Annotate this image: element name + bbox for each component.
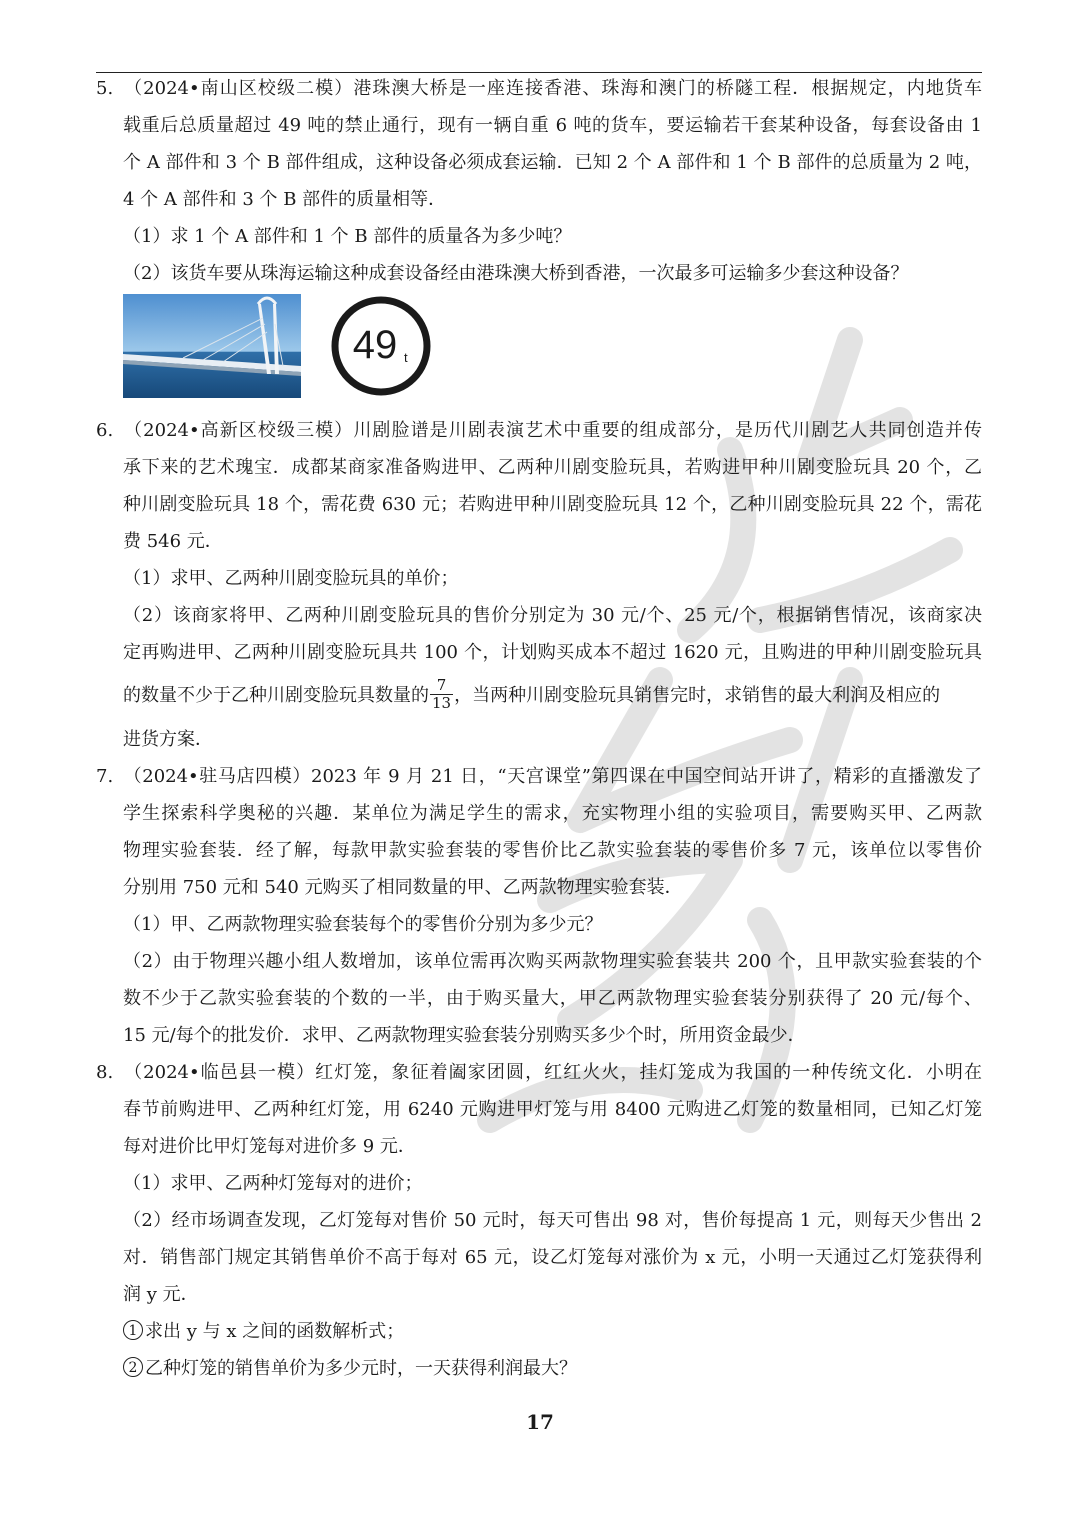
sub-question-2-line: 的数量不少于乙种川剧变脸玩具数量的	[123, 685, 429, 706]
question-text-line: 载重后总质量超过 49 吨的禁止通行，现有一辆自重 6 吨的货车，要运输若干套某种设备，每套设备由 1	[123, 115, 982, 136]
sub-question-2-line: （2）该商家将甲、乙两种川剧变脸玩具的售价分别定为 30 元/个、25 元/个，根据销售情况，该商家决	[123, 605, 982, 626]
circled-number: 2	[123, 1357, 143, 1377]
sub-question-2-line: 定再购进甲、乙两种川剧变脸玩具共 100 个，计划购买成本不超过 1620 元，且购进的甲种川剧变脸玩具	[123, 642, 982, 663]
sub-question-1: （1）求 1 个 A 部件和 1 个 B 部件的质量各为多少吨？	[123, 226, 572, 247]
question-text-line: 物理实验套装．经了解，每款甲款实验套装的零售价比乙款实验套装的零售价多 7 元，该单位以零售价	[123, 840, 982, 861]
question-7	[96, 758, 982, 1054]
circled-number: 1	[123, 1320, 143, 1340]
fraction-numerator: 7	[430, 677, 453, 695]
question-8	[96, 1054, 982, 1387]
question-number: 7.	[96, 766, 114, 787]
question-text-line: 承下来的艺术瑰宝．成都某商家准备购进甲、乙两种川剧变脸玩具，若购进甲种川剧变脸玩具 20 个，乙	[123, 457, 982, 478]
question-text-line: （2024•高新区校级三模）川剧脸谱是川剧表演艺术中重要的组成部分，是历代川剧艺人共同创造并传	[123, 420, 982, 441]
question-number: 6.	[96, 420, 114, 441]
question-text-line: 每对进价比甲灯笼每对进价多 9 元．	[123, 1136, 416, 1157]
question-text-line: （2024•驻马店四模）2023 年 9 月 21 日，“天宫课堂”第四课在中国空间站开讲了，精彩的直播激发了	[123, 766, 982, 787]
sub-question-1: （1）甲、乙两款物理实验套装每个的零售价分别为多少元？	[123, 914, 603, 935]
question-text-line: 个 A 部件和 3 个 B 部件组成，这种设备必须成套运输．已知 2 个 A 部件和 1 个 B 部件的总质量为 2 吨，	[123, 152, 982, 173]
question-text-line: 春节前购进甲、乙两种红灯笼，用 6240 元购进甲灯笼与用 8400 元购进乙灯笼的数量相同，已知乙灯笼	[123, 1099, 982, 1120]
sub-question-1: （1）求甲、乙两种灯笼每对的进价；	[123, 1173, 423, 1194]
question-page	[96, 70, 982, 1387]
sub-item-2: 2 乙种灯笼的销售单价为多少元时，一天获得利润最大？	[96, 1350, 982, 1387]
page-number: 17	[526, 1410, 554, 1434]
question-text-line: 种川剧变脸玩具 18 个，需花费 630 元；若购进甲种川剧变脸玩具 12 个，乙种川剧变脸玩具 22 个，需花	[123, 494, 982, 515]
question-text-line: 分别用 750 元和 540 元购买了相同数量的甲、乙两款物理实验套装．	[123, 877, 683, 898]
fraction	[430, 677, 453, 712]
question-text-line: （2024•临邑县一模）红灯笼，象征着阖家团圆，红红火火，挂灯笼成为我国的一种传统文化．小明在	[123, 1062, 982, 1083]
sub-question-2-line: 数不少于乙款实验套装的个数的一半，由于购买量大，甲乙两款物理实验套装分别获得了 20 元/每个、	[123, 988, 982, 1009]
sub-question-2-line: 15 元/每个的批发价．求甲、乙两款物理实验套装分别购买多少个时，所用资金最少．	[123, 1025, 806, 1046]
sub-item-1: 1 求出 y 与 x 之间的函数解析式；	[96, 1313, 982, 1350]
question-text-line: 学生探索科学奥秘的兴趣．某单位为满足学生的需求，充实物理小组的实验项目，需要购买甲、乙两款	[123, 803, 982, 824]
sub-question-1: （1）求甲、乙两种川剧变脸玩具的单价；	[123, 568, 459, 589]
question-text-line: 4 个 A 部件和 3 个 B 部件的质量相等．	[123, 189, 447, 210]
question-text-line: 费 546 元．	[123, 531, 223, 552]
sign-value: 49	[352, 323, 398, 367]
question-number: 5.	[96, 78, 114, 99]
question-6	[96, 412, 982, 758]
fraction-denominator: 13	[432, 693, 452, 712]
sub-question-2-line: ，当两种川剧变脸玩具销售完时，求销售的最大利润及相应的	[454, 685, 941, 706]
sub-question-2: （2）该货车要从珠海运输这种成套设备经由港珠澳大桥到香港，一次最多可运输多少套这种设备？	[123, 263, 909, 284]
question-5	[96, 70, 982, 406]
sub-question-2-line: 润 y 元．	[123, 1284, 199, 1305]
sub-question-2-line: 对．销售部门规定其销售单价不高于每对 65 元，设乙灯笼每对涨价为 x 元，小明一天通过乙灯笼获得利	[123, 1247, 982, 1268]
sub-question-2-line: （2）由于物理兴趣小组人数增加，该单位需再次购买两款物理实验套装共 200 个，且甲款实验套装的个	[123, 951, 982, 972]
question-text-line: （2024•南山区校级二模）港珠澳大桥是一座连接香港、珠海和澳门的桥隧工程．根据规定，内地货车	[123, 78, 982, 99]
question-number: 8.	[96, 1062, 114, 1083]
bridge-photo	[123, 294, 301, 398]
weight-limit-sign	[331, 296, 431, 396]
sub-question-2-line: 进货方案．	[123, 729, 213, 750]
sub-question-2-line: （2）经市场调查发现，乙灯笼每对售价 50 元时，每天可售出 98 对，售价每提高 1 元，则每天少售出 2	[123, 1210, 982, 1231]
sign-unit: t	[404, 350, 408, 365]
